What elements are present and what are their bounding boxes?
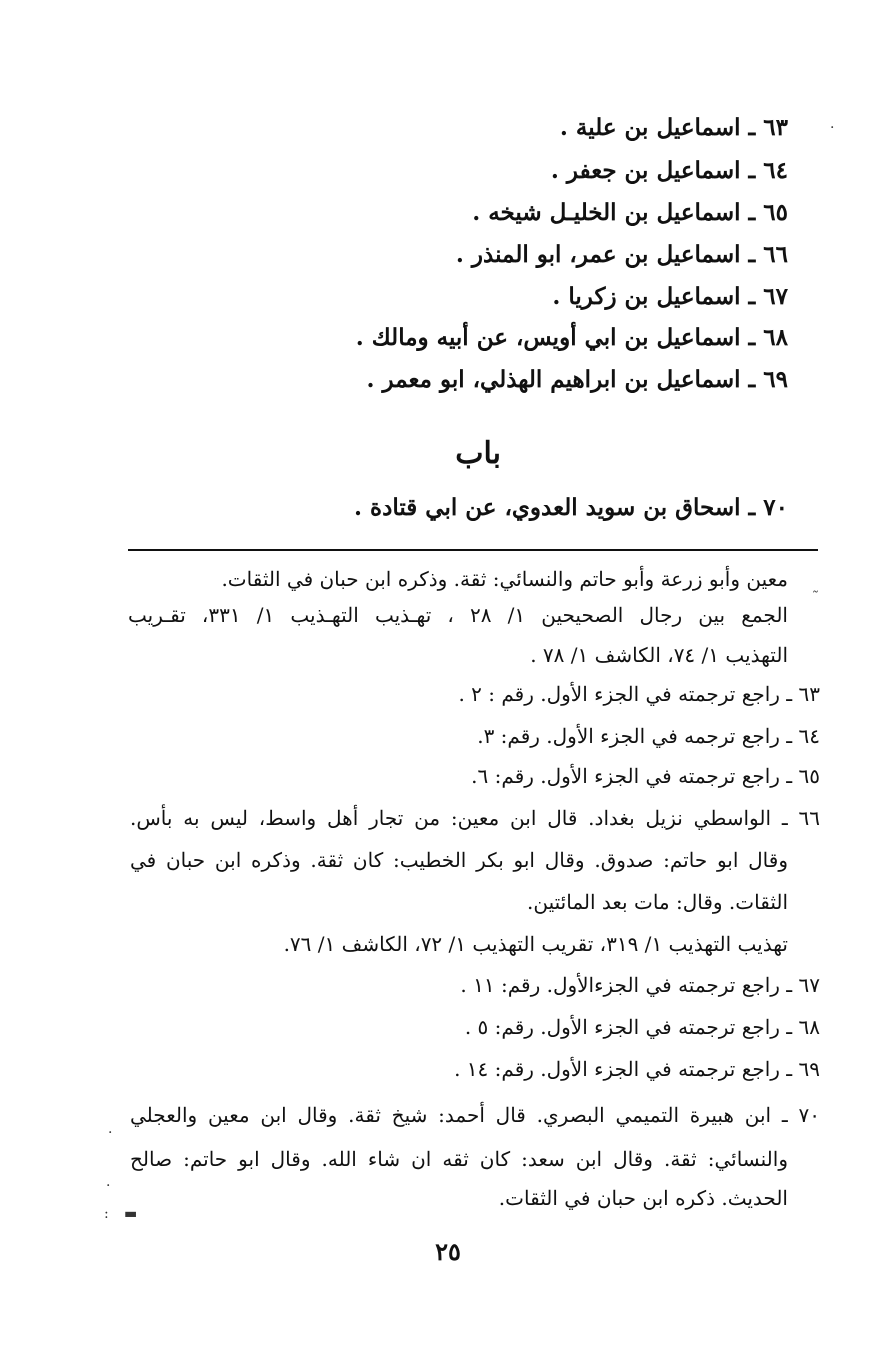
- list-item: ٦٤ ـ اسماعيل بن جعفر .: [550, 157, 788, 184]
- scan-speck: :: [104, 1206, 109, 1222]
- footnote-line: ٦٨ ـ راجع ترجمته في الجزء الأول. رقم: ٥ .: [464, 1015, 820, 1039]
- page-number: ٢٥: [435, 1237, 461, 1266]
- section-heading: باب: [455, 436, 501, 471]
- list-item: ٦٩ ـ اسماعيل بن ابراهيم الهذلي، ابو معمر .: [366, 366, 788, 393]
- footnote-line: الجمع بين رجال الصحيحين ١/ ٢٨ ، تهـذيب التهـذيب ١/ ٣٣١، تقـريب: [128, 603, 788, 627]
- footnote-line: معين وأبو زرعة وأبو حاتم والنسائي: ثقة. وذكره ابن حبان في الثقات.: [221, 567, 788, 591]
- footnote-line: الثقات. وقال: مات بعد المائتين.: [527, 890, 788, 914]
- footnote-line: والنسائي: ثقة. وقال ابن سعد: كان ثقه ان شاء الله. وقال ابو حاتم: صالح: [130, 1147, 788, 1171]
- list-item: ٦٣ ـ اسماعيل بن علية .: [559, 114, 788, 141]
- scan-speck: ·: [830, 120, 835, 136]
- footnote-divider: [128, 549, 818, 551]
- footnote-line: ٧٠ ـ ابن هبيرة التميمي البصري. قال أحمد: شيخ ثقة. وقال ابن معين والعجلي: [130, 1103, 820, 1127]
- footnote-line: ٦٦ ـ الواسطي نزيل بغداد. قال ابن معين: من تجار أهل واسط، ليس به بأس.: [130, 806, 820, 830]
- scan-speck: ▬: [124, 1206, 138, 1222]
- footnote-line: ٦٥ ـ راجع ترجمته في الجزء الأول. رقم: ٦.: [471, 764, 820, 788]
- list-item: ٦٨ ـ اسماعيل بن ابي أويس، عن أبيه ومالك .: [355, 324, 788, 351]
- footnote-line: وقال ابو حاتم: صدوق. وقال ابو بكر الخطيب: كان ثقة. وذكره ابن حبان في: [130, 848, 788, 872]
- list-item: ٦٧ ـ اسماعيل بن زكريا .: [552, 283, 788, 310]
- footnote-line: ٦٧ ـ راجع ترجمته في الجزءالأول. رقم: ١١ .: [460, 973, 820, 997]
- footnote-line: تهذيب التهذيب ١/ ٣١٩، تقريب التهذيب ١/ ٧٢، الكاشف ١/ ٧٦.: [283, 932, 788, 956]
- list-item: ٦٥ ـ اسماعيل بن الخليـل شيخه .: [472, 199, 788, 226]
- footnote-line: ٦٩ ـ راجع ترجمته في الجزء الأول. رقم: ١٤ .: [454, 1057, 820, 1081]
- scan-speck: ˷: [812, 578, 819, 594]
- list-item: ٦٦ ـ اسماعيل بن عمر، ابو المنذر .: [455, 241, 788, 268]
- footnote-line: ٦٣ ـ راجع ترجمته في الجزء الأول. رقم : ٢ .: [458, 682, 820, 706]
- scan-speck: ·: [106, 1178, 111, 1194]
- scan-speck: ·: [108, 1125, 113, 1141]
- footnote-line: التهذيب ١/ ٧٤، الكاشف ١/ ٧٨ .: [530, 643, 788, 667]
- footnote-line: ٦٤ ـ راجع ترجمه في الجزء الأول. رقم: ٣.: [477, 724, 820, 748]
- list-item: ٧٠ ـ اسحاق بن سويد العدوي، عن ابي قتادة .: [354, 494, 788, 521]
- footnote-line: الحديث. ذكره ابن حبان في الثقات.: [498, 1186, 788, 1210]
